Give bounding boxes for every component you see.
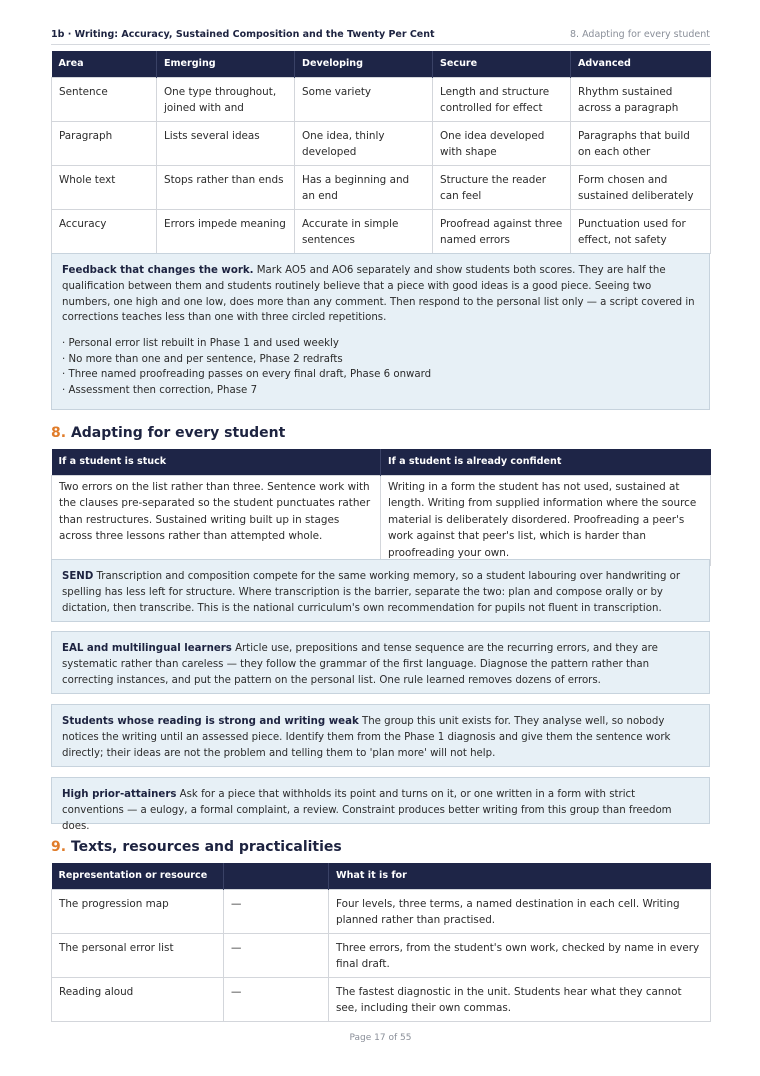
header-section-name: 8. Adapting for every student: [570, 29, 710, 40]
table-cell: Length and structure controlled for effect: [433, 77, 571, 121]
list-item: · Assessment then correction, Phase 7: [62, 384, 258, 396]
table-cell: Errors impede meaning: [157, 209, 295, 253]
table-cell: Proofread against three named errors: [433, 209, 571, 253]
callout-body: Ask for a piece that withholds its point and turns on it, or one written in a form with strict conventions — a eulogy, a formal complaint, a review. Constraint produces better writing from this group than freedom does.: [62, 789, 672, 832]
section-number: 8.: [51, 425, 67, 441]
table-cell: The fastest diagnostic in the unit. Students hear what they cannot see, including their own commas.: [329, 977, 711, 1021]
table-row: [52, 121, 711, 165]
feedback-list: [62, 336, 699, 398]
column-header: Area: [52, 51, 157, 77]
feedback-callout: [51, 253, 710, 410]
table-cell: One idea, thinly developed: [295, 121, 433, 165]
callout-body: Transcription and composition compete for the same working memory, so a student labouring over handwriting or spelling has less left for structure. Where transcription is the barrier, separate the two: plan and compose orally or by dictation, then transcribe. This is the national curriculum's own recommendation for pupils not fluent in transcription.: [62, 571, 681, 614]
column-header: Advanced: [571, 51, 711, 77]
table-cell: —: [224, 977, 329, 1021]
eal-callout: [51, 631, 710, 694]
progression-table: [51, 51, 711, 254]
progression-table-header: [52, 51, 711, 77]
section-8-heading: [51, 425, 285, 441]
table-row: [52, 165, 711, 209]
adapting-table-header: [52, 449, 711, 475]
column-header: Emerging: [157, 51, 295, 77]
table-cell: Accuracy: [52, 209, 157, 253]
callout-body: The group this unit exists for. They analyse well, so nobody notices the writing until an assessed piece. Identify them from the Phase 1 diagnosis and give them the sentence work directly; their ideas are not the problem and telling them to 'plan more' will not help.: [62, 716, 671, 759]
high-attainers-callout: [51, 777, 710, 832]
page-number: Page 17 of 55: [349, 1033, 412, 1043]
table-cell: The personal error list: [52, 933, 224, 977]
table-cell: Sentence: [52, 77, 157, 121]
table-cell: Form chosen and sustained deliberately: [571, 165, 711, 209]
table-row: [52, 977, 711, 1021]
table-cell: Lists several ideas: [157, 121, 295, 165]
callout-title: Students whose reading is strong and writing weak: [62, 716, 359, 727]
table-cell: Rhythm sustained across a paragraph: [571, 77, 711, 121]
reading-strong-callout: [51, 704, 710, 767]
running-header: [51, 26, 710, 45]
list-item: · Three named proofreading passes on every final draft, Phase 6 onward: [62, 369, 432, 381]
table-cell: Three errors, from the student's own work, checked by name in every final draft.: [329, 933, 711, 977]
table-cell: Four levels, three terms, a named destination in each cell. Writing planned rather than practised.: [329, 889, 711, 933]
list-item: · Personal error list rebuilt in Phase 1 and used weekly: [62, 338, 339, 350]
table-cell: Stops rather than ends: [157, 165, 295, 209]
callout-title: EAL and multilingual learners: [62, 643, 232, 654]
resources-table-header: [52, 863, 711, 889]
table-cell: —: [224, 933, 329, 977]
list-item: · No more than one and per sentence, Phase 2 redrafts: [62, 353, 343, 365]
section-number: 9.: [51, 839, 67, 855]
column-header: Representation or resource: [52, 863, 224, 889]
column-header: What it is for: [329, 863, 711, 889]
table-cell: Paragraphs that build on each other: [571, 121, 711, 165]
section-9-heading: [51, 839, 342, 855]
adapting-table: [51, 449, 711, 566]
table-cell: Some variety: [295, 77, 433, 121]
table-row: [52, 77, 711, 121]
table-cell: Punctuation used for effect, not safety: [571, 209, 711, 253]
table-cell: The progression map: [52, 889, 224, 933]
callout-title: High prior-attainers: [62, 789, 177, 800]
table-cell: Accurate in simple sentences: [295, 209, 433, 253]
callout-body: Article use, prepositions and tense sequence are the recurring errors, and they are systematic rather than careless — they follow the grammar of the first language. Diagnose the pattern rather than correcting instances, and put the pattern on the personal list. One rule learned removes dozens of errors.: [62, 643, 658, 686]
section-title: Adapting for every student: [70, 425, 286, 441]
table-cell: Writing in a form the student has not used, sustained at length. Writing from supplied information where the source material is deliberately disordered. Proofreading a peer's work against that peer's list, which is harder than proofreading your own.: [381, 475, 711, 566]
table-cell: Paragraph: [52, 121, 157, 165]
table-cell: Whole text: [52, 165, 157, 209]
column-header: Developing: [295, 51, 433, 77]
table-cell: Has a beginning and an end: [295, 165, 433, 209]
table-cell: —: [224, 889, 329, 933]
feedback-body: Mark AO5 and AO6 separately and show students both scores. They are half the qualification between them and students routinely believe that a piece with good ideas is a good piece. Seeing two numbers, one high and one low, does more than any comment. Then respond to the personal list only — a script covered in corrections teaches less than one with three circled repetitions.: [62, 265, 695, 324]
table-cell: Two errors on the list rather than three. Sentence work with the clauses pre-separated so the student punctuates rather than restructures. Sustained writing built up in stages across three lessons rather than attempted whole.: [52, 475, 381, 566]
feedback-title: Feedback that changes the work.: [62, 265, 254, 276]
column-header: If a student is stuck: [52, 449, 381, 475]
table-row: [52, 475, 711, 566]
table-cell: One idea developed with shape: [433, 121, 571, 165]
section-title: Texts, resources and practicalities: [70, 839, 342, 855]
column-header: [224, 863, 329, 889]
send-callout: [51, 559, 710, 622]
header-unit-title: 1b · Writing: Accuracy, Sustained Composition and the Twenty Per Cent: [51, 29, 435, 40]
table-row: [52, 209, 711, 253]
callout-title: SEND: [62, 571, 94, 582]
table-cell: Structure the reader can feel: [433, 165, 571, 209]
table-row: [52, 889, 711, 933]
table-row: [52, 933, 711, 977]
table-cell: Reading aloud: [52, 977, 224, 1021]
resources-table: [51, 863, 711, 1022]
column-header: If a student is already confident: [381, 449, 711, 475]
feedback-paragraph: [62, 263, 699, 326]
table-cell: One type throughout, joined with and: [157, 77, 295, 121]
column-header: Secure: [433, 51, 571, 77]
